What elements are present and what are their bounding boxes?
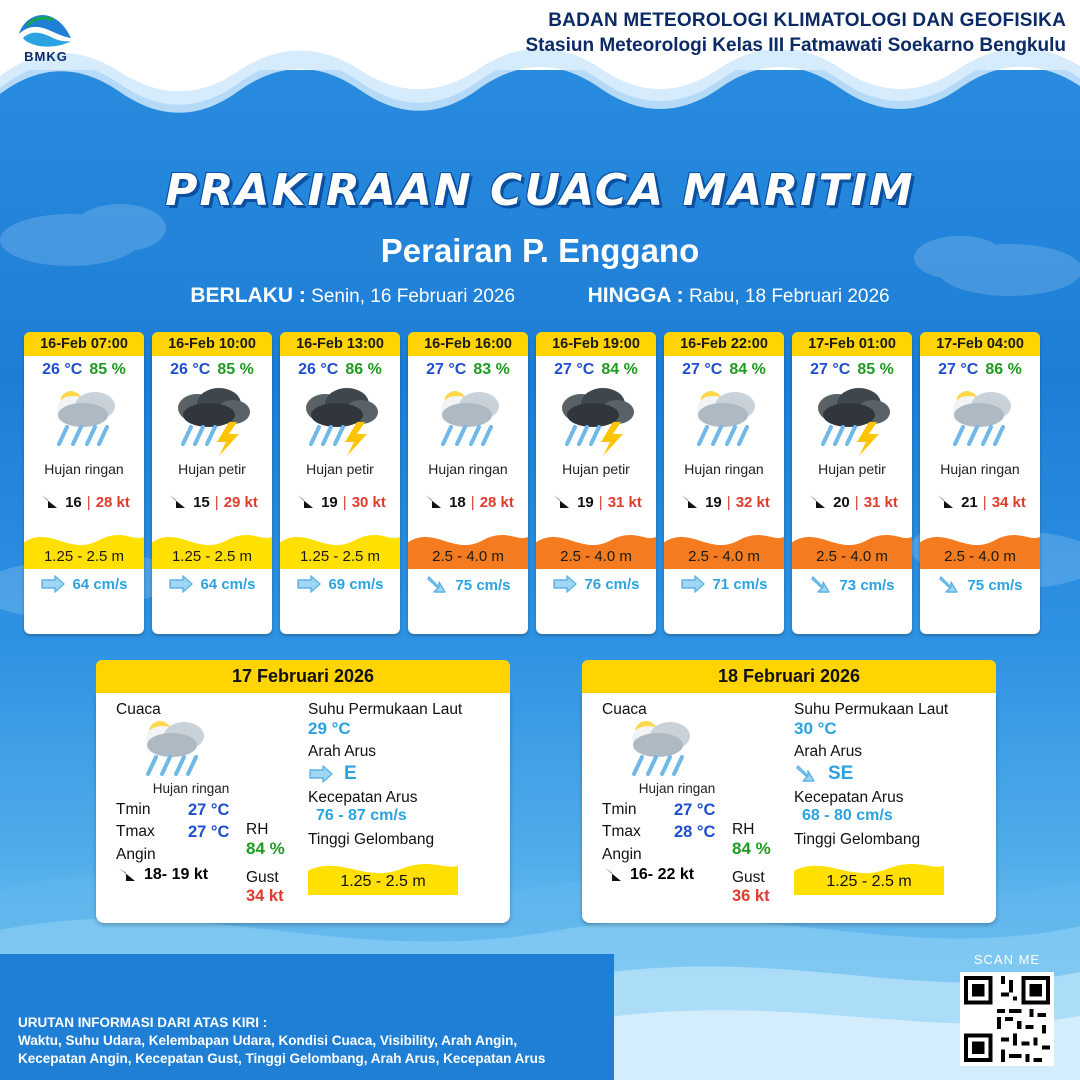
- card-wind-separator: |: [86, 493, 91, 511]
- card-humidity: 84 %: [601, 361, 638, 378]
- card-wave: [792, 523, 912, 569]
- card-weather-icon: [280, 381, 400, 459]
- daily-gust-value: 34 kt: [246, 887, 284, 905]
- card-weather-icon: [792, 381, 912, 459]
- card-current-speed: 64 cm/s: [200, 575, 256, 593]
- footer-legend-line2: Kecepatan Angin, Kecepatan Gust, Tinggi Gelombang, Arah Arus, Kecepatan Arus: [18, 1051, 546, 1066]
- card-wave-height: 2.5 - 4.0 m: [560, 548, 632, 565]
- card-weather-icon: [664, 381, 784, 459]
- card-wind: [536, 491, 656, 513]
- card-wind: [408, 491, 528, 513]
- hourly-card: [920, 332, 1040, 634]
- card-current: [792, 569, 912, 603]
- arrow-nw-icon: [934, 491, 956, 513]
- card-wave: [408, 523, 528, 569]
- card-wave-height: 1.25 - 2.5 m: [171, 548, 253, 565]
- daily-angin-label: Angin: [602, 846, 642, 863]
- footer-legend: [18, 1014, 545, 1068]
- card-time: 16-Feb 10:00: [152, 332, 272, 356]
- hourly-card: [24, 332, 144, 634]
- thunderstorm-icon: [169, 382, 255, 458]
- card-wave: [536, 523, 656, 569]
- card-weather-icon: [920, 381, 1040, 459]
- hourly-forecast-row: [24, 332, 1058, 634]
- valid-until-label: HINGGA :: [587, 284, 684, 307]
- daily-kec-label: Kecepatan Arus: [794, 789, 904, 806]
- daily-kec-value: 68 - 80 cm/s: [802, 807, 893, 824]
- daily-gust-label: Gust: [732, 869, 765, 886]
- card-weather-desc: Hujan petir: [178, 461, 246, 477]
- daily-sst-value: 30 °C: [794, 719, 837, 738]
- card-weather-desc: Hujan petir: [562, 461, 630, 477]
- daily-weather-icon: [602, 719, 792, 781]
- scan-me-label: SCAN ME: [973, 952, 1041, 967]
- card-humidity: 85 %: [857, 361, 894, 378]
- rain-light-icon: [681, 382, 767, 458]
- daily-tmax-label: Tmax: [602, 823, 641, 840]
- arrow-nw-icon: [422, 491, 444, 513]
- card-temperature: 27 °C: [426, 361, 467, 378]
- arrow-nw-icon: [602, 864, 624, 886]
- card-temperature: 26 °C: [42, 361, 83, 378]
- daily-wave-graphic: [308, 853, 458, 895]
- bmkg-logo-mark: [13, 8, 79, 48]
- card-wind-separator: |: [470, 493, 475, 511]
- card-wave-height: 2.5 - 4.0 m: [432, 548, 504, 565]
- daily-rh-label: RH: [732, 821, 755, 838]
- arrow-nw-icon: [806, 491, 828, 513]
- daily-panel: [96, 660, 510, 930]
- card-wind-gust: 28 kt: [479, 493, 514, 511]
- daily-body: [582, 693, 996, 923]
- daily-rh-block: [246, 821, 316, 906]
- card-humidity: 86 %: [345, 361, 382, 378]
- daily-right-col: [794, 701, 989, 895]
- daily-kec-value: 76 - 87 cm/s: [316, 807, 407, 824]
- daily-tmin-value: 27 °C: [188, 801, 230, 819]
- card-current: [152, 569, 272, 601]
- card-wind-speed: 19: [577, 493, 594, 511]
- valid-until-value: Rabu, 18 Februari 2026: [688, 286, 890, 307]
- card-temperature: 27 °C: [554, 361, 595, 378]
- bmkg-logo: [10, 8, 82, 72]
- card-weather-desc: Hujan ringan: [684, 461, 764, 477]
- card-temperature: 27 °C: [682, 361, 723, 378]
- card-wind-gust: 28 kt: [95, 493, 130, 511]
- daily-weather-desc: Hujan ringan: [152, 781, 230, 796]
- card-temp-hum: [920, 356, 1040, 379]
- card-time: 16-Feb 19:00: [536, 332, 656, 356]
- card-temperature: 26 °C: [298, 361, 339, 378]
- daily-cuaca-label: Cuaca: [602, 701, 647, 718]
- valid-from-value: Senin, 16 Februari 2026: [311, 286, 516, 307]
- daily-rh-block: [732, 821, 802, 906]
- daily-tmax-label: Tmax: [116, 823, 155, 840]
- daily-rh-value: 84 %: [246, 839, 285, 858]
- header-text: [525, 10, 1066, 57]
- rain-light-icon: [41, 382, 127, 458]
- arrow-nw-icon: [116, 864, 138, 886]
- daily-date: 18 Februari 2026: [582, 660, 996, 693]
- daily-tmax-value: 28 °C: [674, 823, 716, 841]
- card-temperature: 27 °C: [810, 361, 851, 378]
- card-temp-hum: [280, 356, 400, 379]
- rain-light-icon: [130, 712, 216, 788]
- card-wind-separator: |: [214, 493, 219, 511]
- card-current-speed: 76 cm/s: [584, 575, 640, 593]
- page-title: PRAKIRAAN CUACA MARITIM: [165, 165, 915, 216]
- daily-angin-value: 16- 22 kt: [630, 866, 695, 883]
- daily-tmin-label: Tmin: [116, 801, 151, 818]
- daily-body: [96, 693, 510, 923]
- arrow-right-icon: [552, 574, 578, 594]
- card-wind: [24, 491, 144, 513]
- daily-rh-label: RH: [246, 821, 269, 838]
- arrow-nw-icon: [38, 491, 60, 513]
- arrow-nw-icon: [550, 491, 572, 513]
- card-current: [280, 569, 400, 601]
- daily-kec-label: Kecepatan Arus: [308, 789, 418, 806]
- card-weather-desc: Hujan ringan: [940, 461, 1020, 477]
- arrow-nw-icon: [166, 491, 188, 513]
- card-wind: [792, 491, 912, 513]
- daily-forecast-row: [96, 660, 996, 930]
- arrow-nw-icon: [294, 491, 316, 513]
- daily-gust-label: Gust: [246, 869, 279, 886]
- daily-arus-label: Arah Arus: [794, 743, 863, 760]
- hourly-card: [792, 332, 912, 634]
- thunderstorm-icon: [297, 382, 383, 458]
- arrow-right-icon: [680, 574, 706, 594]
- card-wind-speed: 19: [321, 493, 338, 511]
- daily-arus-value: SE: [828, 763, 854, 784]
- card-wind-separator: |: [854, 493, 859, 511]
- daily-sst-value: 29 °C: [308, 719, 351, 738]
- rain-light-icon: [937, 382, 1023, 458]
- card-weather-icon: [408, 381, 528, 459]
- daily-gust-value: 36 kt: [732, 887, 770, 905]
- card-weather-icon: [152, 381, 272, 459]
- card-wave: [152, 523, 272, 569]
- daily-wave-label: Tinggi Gelombang: [794, 831, 921, 848]
- card-wind-separator: |: [982, 493, 987, 511]
- card-wind: [280, 491, 400, 513]
- card-time: 16-Feb 07:00: [24, 332, 144, 356]
- daily-weather-icon: [116, 719, 306, 781]
- card-wind-separator: |: [342, 493, 347, 511]
- daily-cuaca-label: Cuaca: [116, 701, 161, 718]
- card-wind-separator: |: [726, 493, 731, 511]
- daily-tmin-label: Tmin: [602, 801, 637, 818]
- daily-tmax-value: 27 °C: [188, 823, 230, 841]
- valid-from-label: BERLAKU :: [190, 284, 306, 307]
- daily-rh-value: 84 %: [732, 839, 771, 858]
- card-wave: [664, 523, 784, 569]
- rain-light-icon: [616, 712, 702, 788]
- station-name: Stasiun Meteorologi Kelas III Fatmawati Soekarno Bengkulu: [525, 35, 1066, 56]
- card-wind-gust: 32 kt: [735, 493, 770, 511]
- card-humidity: 83 %: [473, 361, 510, 378]
- card-temp-hum: [664, 356, 784, 379]
- card-weather-desc: Hujan ringan: [44, 461, 124, 477]
- card-humidity: 84 %: [729, 361, 766, 378]
- card-wind-gust: 31 kt: [607, 493, 642, 511]
- arrow-se-icon: [809, 574, 833, 596]
- card-wind: [920, 491, 1040, 513]
- arrow-right-icon: [308, 764, 334, 784]
- daily-sst-label: Suhu Permukaan Laut: [308, 701, 463, 718]
- card-wind-speed: 21: [961, 493, 978, 511]
- header: [0, 6, 1080, 66]
- card-temp-hum: [536, 356, 656, 379]
- card-wave: [24, 523, 144, 569]
- card-wind: [664, 491, 784, 513]
- hourly-card: [536, 332, 656, 634]
- card-temperature: 26 °C: [170, 361, 211, 378]
- arrow-nw-icon: [678, 491, 700, 513]
- daily-arus-value-row: [794, 763, 989, 785]
- card-wind-gust: 30 kt: [351, 493, 386, 511]
- daily-weather-desc: Hujan ringan: [638, 781, 716, 796]
- card-wave-height: 2.5 - 4.0 m: [688, 548, 760, 565]
- card-weather-desc: Hujan petir: [306, 461, 374, 477]
- card-wave-height: 2.5 - 4.0 m: [944, 548, 1016, 565]
- page-subtitle: Perairan P. Enggano: [380, 232, 700, 269]
- arrow-se-icon: [794, 763, 818, 785]
- card-weather-icon: [24, 381, 144, 459]
- card-wave-height: 1.25 - 2.5 m: [299, 548, 381, 565]
- card-current-speed: 73 cm/s: [839, 576, 895, 594]
- card-humidity: 85 %: [217, 361, 254, 378]
- daily-arus-value: E: [344, 763, 357, 784]
- daily-wave-value: 1.25 - 2.5 m: [826, 873, 912, 890]
- daily-arus-value-row: [308, 763, 503, 785]
- arrow-right-icon: [168, 574, 194, 594]
- card-temp-hum: [152, 356, 272, 379]
- card-humidity: 85 %: [89, 361, 126, 378]
- card-wind-speed: 18: [449, 493, 466, 511]
- card-wave-height: 1.25 - 2.5 m: [43, 548, 125, 565]
- daily-wave-label: Tinggi Gelombang: [308, 831, 435, 848]
- validity-row: [0, 284, 1080, 308]
- card-temp-hum: [408, 356, 528, 379]
- thunderstorm-icon: [553, 382, 639, 458]
- card-current-speed: 71 cm/s: [712, 575, 768, 593]
- card-time: 17-Feb 04:00: [920, 332, 1040, 356]
- bmkg-logo-text: BMKG: [24, 49, 68, 64]
- daily-panel: [582, 660, 996, 930]
- card-current-speed: 69 cm/s: [328, 575, 384, 593]
- daily-date: 17 Februari 2026: [96, 660, 510, 693]
- card-temp-hum: [792, 356, 912, 379]
- daily-angin-label: Angin: [116, 846, 156, 863]
- card-weather-desc: Hujan ringan: [428, 461, 508, 477]
- footer-legend-line1: Waktu, Suhu Udara, Kelembapan Udara, Kondisi Cuaca, Visibility, Arah Angin,: [18, 1033, 518, 1048]
- card-current: [920, 569, 1040, 603]
- rain-light-icon: [425, 382, 511, 458]
- card-time: 16-Feb 16:00: [408, 332, 528, 356]
- card-weather-desc: Hujan petir: [818, 461, 886, 477]
- card-wind-speed: 19: [705, 493, 722, 511]
- card-wind-speed: 20: [833, 493, 850, 511]
- footer-legend-title: URUTAN INFORMASI DARI ATAS KIRI :: [18, 1015, 268, 1030]
- arrow-se-icon: [937, 574, 961, 596]
- card-wind-gust: 31 kt: [863, 493, 898, 511]
- card-temp-hum: [24, 356, 144, 379]
- card-wind: [152, 491, 272, 513]
- daily-tmin-value: 27 °C: [674, 801, 716, 819]
- card-wave: [920, 523, 1040, 569]
- card-current: [664, 569, 784, 601]
- card-wind-gust: 34 kt: [991, 493, 1026, 511]
- arrow-right-icon: [40, 574, 66, 594]
- hourly-card: [664, 332, 784, 634]
- card-current: [536, 569, 656, 601]
- card-humidity: 86 %: [985, 361, 1022, 378]
- card-wave: [280, 523, 400, 569]
- arrow-right-icon: [296, 574, 322, 594]
- card-time: 17-Feb 01:00: [792, 332, 912, 356]
- daily-angin-value: 18- 19 kt: [144, 866, 209, 883]
- card-current: [24, 569, 144, 601]
- daily-arus-label: Arah Arus: [308, 743, 377, 760]
- card-current-speed: 75 cm/s: [967, 576, 1023, 594]
- daily-wave-value: 1.25 - 2.5 m: [340, 873, 426, 890]
- card-wave-height: 2.5 - 4.0 m: [816, 548, 888, 565]
- card-current-speed: 64 cm/s: [72, 575, 128, 593]
- qr-code[interactable]: [960, 972, 1054, 1066]
- card-current: [408, 569, 528, 603]
- scan-me-block: [952, 952, 1062, 1066]
- hourly-card: [280, 332, 400, 634]
- thunderstorm-icon: [809, 382, 895, 458]
- card-time: 16-Feb 13:00: [280, 332, 400, 356]
- card-wind-speed: 15: [193, 493, 210, 511]
- card-temperature: 27 °C: [938, 361, 979, 378]
- daily-sst-label: Suhu Permukaan Laut: [794, 701, 949, 718]
- arrow-se-icon: [425, 574, 449, 596]
- card-wind-separator: |: [598, 493, 603, 511]
- hourly-card: [152, 332, 272, 634]
- card-wind-gust: 29 kt: [223, 493, 258, 511]
- card-time: 16-Feb 22:00: [664, 332, 784, 356]
- card-weather-icon: [536, 381, 656, 459]
- daily-wave-graphic: [794, 853, 944, 895]
- card-current-speed: 75 cm/s: [455, 576, 511, 594]
- card-wind-speed: 16: [65, 493, 82, 511]
- hourly-card: [408, 332, 528, 634]
- daily-right-col: [308, 701, 503, 895]
- agency-name: BADAN METEOROLOGI KLIMATOLOGI DAN GEOFISIKA: [548, 10, 1066, 31]
